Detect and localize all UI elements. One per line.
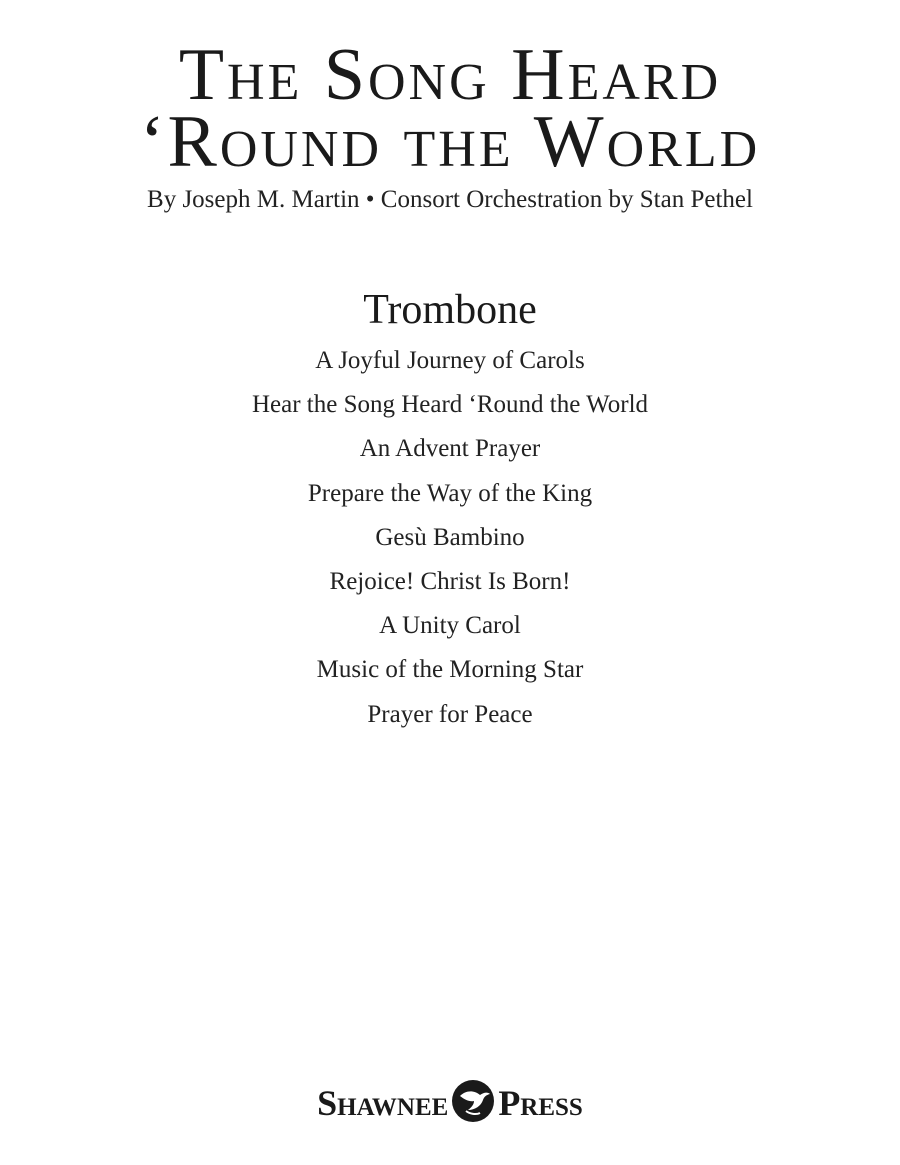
contents-list (0, 343, 900, 741)
list-item: Prayer for Peace (367, 700, 533, 728)
dove-logo-icon (450, 1078, 496, 1124)
publisher-word-1: Shawnee (317, 1082, 449, 1123)
list-item: A Unity Carol (379, 612, 521, 640)
list-item: An Advent Prayer (359, 435, 541, 463)
instrument-heading: Trombone (363, 287, 537, 333)
title-line-1: The Song Heard (178, 34, 722, 116)
publisher-word-2: Press (498, 1082, 583, 1123)
credits-line: By Joseph M. Martin • Consort Orchestration by Stan Pethel (147, 186, 753, 213)
title-line-2: ‘Round the World (139, 101, 761, 183)
list-item: A Joyful Journey of Carols (315, 347, 585, 374)
list-item: Prepare the Way of the King (307, 479, 593, 507)
list-item: Music of the Morning Star (316, 656, 584, 684)
publisher-logo (0, 1078, 900, 1126)
list-item: Rejoice! Christ Is Born! (329, 567, 571, 595)
list-item: Hear the Song Heard ‘Round the World (251, 391, 649, 419)
list-item: Gesù Bambino (375, 523, 525, 551)
